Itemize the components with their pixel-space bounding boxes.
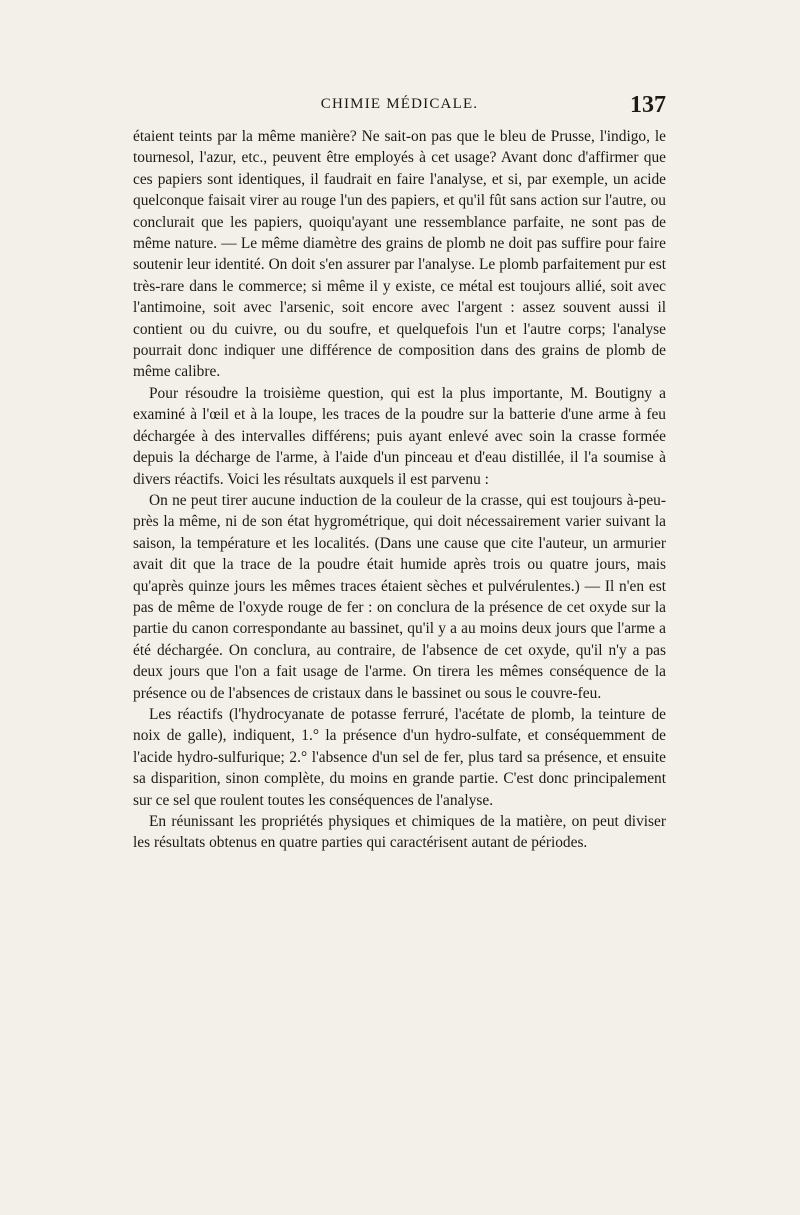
paragraph-continuation: étaient teints par la même manière? Ne sait-on pas que le bleu de Prusse, l'indigo, le tournesol, l'azur, etc., peuvent être employés à cet usage? Avant donc d'affirmer que ces papiers sont identiques, il faudrait en faire l'analyse, et si, par exemple, un acide quelconque faisait virer au rouge l'un des papiers, et qu'il fût sans action sur l'autre, ou conclurait que les papiers, quoiqu'ayant une ressemblance parfaite, ne sont pas de même nature. — Le même diamètre des grains de plomb ne doit pas suffire pour faire soutenir leur identité. On doit s'en assurer par l'analyse. Le plomb parfaitement pur est très-rare dans le commerce; si même il y existe, ce métal est toujours allié, soit avec l'antimoine, soit avec l'arsenic, soit encore avec l'argent : assez souvent aussi il contient ou du cuivre, ou du soufre, et quelquefois l'un et l'autre corps; l'analyse pourrait donc indiquer une différence de composition dans des grains de plomb de même calibre. — [133, 128, 666, 381]
paragraph-third-question: Pour résoudre la troisième question, qui est la plus importante, M. Boutigny a examiné à l'œil et à la loupe, les traces de la poudre sur la batterie d'une arme à feu déchargée à des intervalles différens; puis ayant enlevé avec soin la crasse formée depuis la décharge de l'arme, à l'aide d'un pinceau et d'eau distillée, il l'a soumise à divers réactifs. Voici les résultats auxquels il est parvenu : — [133, 384, 666, 488]
paragraph-periods: En réunissant les propriétés physiques et chimiques de la matière, on peut diviser les résultats obtenus en quatre parties qui caractérisent autant de périodes. — [133, 813, 666, 852]
paragraph-crust-analysis: On ne peut tirer aucune induction de la couleur de la crasse, qui est toujours à-peu-près la même, ni de son état hygrométrique, qui doit nécessairement varier suivant la saison, la température et les localités. (Dans une cause que cite l'auteur, un armurier avait dit que la trace de la poudre était humide après trois ou quatre jours, mais qu'après quinze jours les mêmes traces étaient sèches et pulvérulentes.) — Il n'en est pas de même de l'oxyde rouge de fer : on conclura de la présence de cet oxyde sur la partie du canon correspondante au bassinet, qu'il y a au moins deux jours que l'arme a été déchargée. On conclura, au contraire, de l'absence de cet oxyde, qu'il n'y a pas deux jours que l'on a fait usage de l'arme. On tirera les mêmes conséquence de la présence ou de l'absences de cristaux dans le bassinet ou sous le couvre-feu. — [133, 491, 666, 702]
paragraph-reagents: Les réactifs (l'hydrocyanate de potasse ferruré, l'acétate de plomb, la teinture de noix de galle), indiquent, 1.° la présence d'un hydro-sulfate, et conséquemment de l'acide hydro-sulfurique; 2.° l'absence d'un sel de fer, plus tard sa présence, et ensuite sa disparition, sinon complète, du moins en grande partie. C'est donc principalement sur ce sel que roulent toutes les conséquences de l'analyse. — [133, 705, 666, 809]
running-head: CHIMIE MÉDICALE. — [320, 96, 479, 112]
page-header — [133, 92, 666, 122]
body-text — [133, 126, 666, 854]
page-number: 137 — [630, 92, 666, 118]
